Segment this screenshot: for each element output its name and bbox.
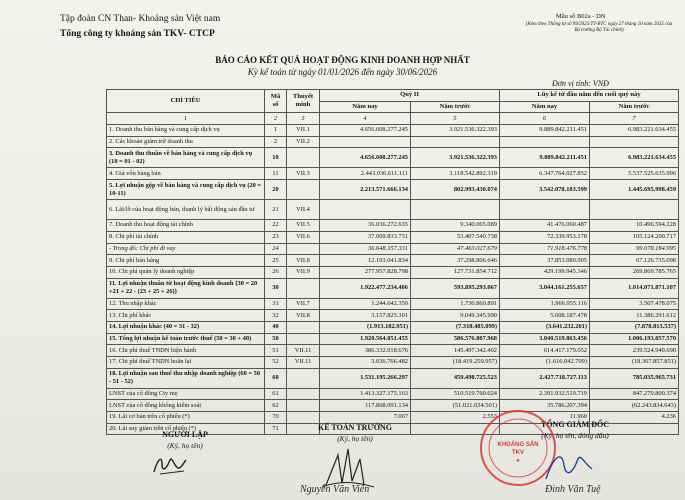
- quarter-this-year-value: 1.531.195.266.297: [320, 368, 411, 388]
- quarter-last-year-value: 9.049.345.990: [411, 310, 500, 322]
- row-note: VII.4: [287, 200, 320, 220]
- table-row: [107, 298, 679, 310]
- svg-text:★: ★: [515, 458, 521, 464]
- row-code: 60: [265, 368, 287, 388]
- ytd-this-year-value: 3.040.519.863.456: [500, 333, 590, 345]
- ytd-this-year-value: (1.616.042.709): [500, 357, 590, 369]
- row-indicator: 6. Lãi/lỗ của hoạt động bán, thanh lý bất động sản đầu tư: [107, 200, 265, 220]
- quarter-last-year-value: 9.340.065.089: [411, 220, 500, 232]
- row-code: 20: [265, 180, 287, 200]
- row-note: VII.6: [287, 231, 320, 243]
- row-note: [287, 278, 320, 298]
- row-indicator: 9. Chi phí bán hàng: [107, 255, 265, 267]
- chief-accountant-sign-note: (Ký, họ tên): [337, 434, 373, 443]
- row-code: 25: [265, 255, 287, 267]
- quarter-last-year-value: 802.993.430.074: [411, 180, 500, 200]
- table-row: [107, 310, 679, 322]
- row-code: 30: [265, 278, 287, 298]
- director-signature: [540, 445, 600, 485]
- quarter-this-year-value: 117.868.091.134: [320, 400, 411, 412]
- quarter-this-year-value: 36.648.357.331: [320, 243, 411, 255]
- row-indicator: 16. Chi phí thuế TNDN hiện hành: [107, 345, 265, 357]
- row-indicator: 10. Chi phí quản lý doanh nghiệp: [107, 266, 265, 278]
- ytd-last-year-value: 239.524.949.690: [590, 345, 679, 357]
- row-note: [287, 388, 320, 400]
- row-code: 70: [265, 412, 287, 424]
- row-indicator: 13. Chi phí khác: [107, 310, 265, 322]
- ytd-this-year-value: 429.199.945.346: [500, 266, 590, 278]
- quarter-this-year-value: 1.920.564.051.455: [320, 333, 411, 345]
- row-indicator: 1. Doanh thu bán hàng và cung cấp dịch vụ: [107, 125, 265, 137]
- quarter-last-year-value: 3.118.542.892.319: [411, 168, 500, 180]
- quarter-last-year-value: 3.921.536.322.393: [411, 148, 500, 168]
- ytd-this-year-value: 6.347.764.027.852: [500, 168, 590, 180]
- table-body: [107, 113, 679, 435]
- ytd-this-year-value: 35.786.207.394: [500, 400, 590, 412]
- quarter-last-year-value: (7.318.485.099): [411, 321, 500, 333]
- svg-text:TKV: TKV: [512, 450, 524, 456]
- form-code: Mẫu số B02a - DN: [556, 13, 606, 20]
- row-indicator: 14. Lợi nhuận khác (40 = 31 - 32): [107, 321, 265, 333]
- row-note: VII.7: [287, 298, 320, 310]
- row-note: VII.11: [287, 357, 320, 369]
- quarter-this-year-value: 3.157.825.301: [320, 310, 411, 322]
- row-note: VII.1: [287, 125, 320, 137]
- table-row: [107, 321, 679, 333]
- column-index: 1: [107, 113, 265, 125]
- quarter-this-year-value: 2.213.571.666.134: [320, 180, 411, 200]
- ytd-last-year-value: 785.035.965.731: [590, 368, 679, 388]
- ytd-last-year-value: 5.537.525.635.996: [590, 168, 679, 180]
- row-indicator: 20. Lãi suy giảm trên cổ phiếu (*): [107, 423, 265, 435]
- ytd-last-year-value: (7.878.813.537): [590, 321, 679, 333]
- quarter-last-year-value: 586.576.807.968: [411, 333, 500, 345]
- parent-organization: Tập đoàn CN Than- Khoáng sản Việt nam: [60, 14, 221, 24]
- row-note: [287, 412, 320, 424]
- table-row: [107, 148, 679, 168]
- ytd-this-year-value: [500, 136, 590, 148]
- ytd-last-year-value: 99.078.184.995: [590, 243, 679, 255]
- header-ytd-last-year: Năm trước: [590, 101, 679, 113]
- row-code: 23: [265, 231, 287, 243]
- row-indicator: 15. Tổng lợi nhuận kế toán trước thuế (50 = 30 + 40): [107, 333, 265, 345]
- preparer-signature: [150, 452, 190, 478]
- table-row: [107, 278, 679, 298]
- header-indicator: CHỈ TIÊU: [107, 90, 265, 113]
- ytd-this-year-value: 3.044.161.255.657: [500, 278, 590, 298]
- row-code: 31: [265, 298, 287, 310]
- row-indicator: 7. Doanh thu hoạt động tài chính: [107, 220, 265, 232]
- quarter-this-year-value: 7.067: [320, 412, 411, 424]
- company-name: Tổng công ty khoáng sản TKV- CTCP: [60, 29, 215, 39]
- director-title: TỔNG GIÁM ĐỐC: [541, 420, 609, 429]
- ytd-last-year-value: 6.983.221.634.455: [590, 148, 679, 168]
- ytd-last-year-value: 67.126.735.098: [590, 255, 679, 267]
- row-note: [287, 368, 320, 388]
- ytd-this-year-value: 37.853.089.905: [500, 255, 590, 267]
- header-ytd-this-year: Năm nay: [500, 101, 590, 113]
- ytd-last-year-value: 3.507.478.075: [590, 298, 679, 310]
- row-note: [287, 180, 320, 200]
- row-indicator: 12. Thu nhập khác: [107, 298, 265, 310]
- row-note: VII.11: [287, 345, 320, 357]
- row-code: 21: [265, 200, 287, 220]
- quarter-last-year-value: 510.519.760.024: [411, 388, 500, 400]
- ytd-this-year-value: 614.417.179.052: [500, 345, 590, 357]
- table-row: [107, 400, 679, 412]
- quarter-this-year-value: 4.656.608.277.245: [320, 125, 411, 137]
- table-row: [107, 136, 679, 148]
- column-index: 4: [320, 113, 411, 125]
- ytd-last-year-value: 6.983.221.634.455: [590, 125, 679, 137]
- ytd-this-year-value: 72.339.953.178: [500, 231, 590, 243]
- ytd-this-year-value: 3.542.078.183.599: [500, 180, 590, 200]
- quarter-last-year-value: 53.407.540.738: [411, 231, 500, 243]
- chief-accountant-title: KẾ TOÁN TRƯỞNG: [318, 423, 392, 432]
- quarter-last-year-value: 459.498.725.523: [411, 368, 500, 388]
- form-regulation-note: (Kèm theo Thông tư số 99/2025/TT-BTC ngày 27 tháng 10 năm 2025 của Bộ trưởng Bộ Tài chính): [525, 22, 673, 33]
- report-period: Kỳ kế toán từ ngày 01/01/2026 đến ngày 30/06/2026: [247, 67, 438, 77]
- row-code: 32: [265, 310, 287, 322]
- row-code: 62: [265, 400, 287, 412]
- preparer-title: NGƯỜI LẬP: [162, 430, 208, 439]
- row-code: 10: [265, 148, 287, 168]
- row-note: VII.8: [287, 255, 320, 267]
- quarter-last-year-value: 3.921.536.322.393: [411, 125, 500, 137]
- column-index: 7: [590, 113, 679, 125]
- row-code: 26: [265, 266, 287, 278]
- row-indicator: 5. Lợi nhuận gộp về bán hàng và cung cấp dịch vụ (20 = 10-11): [107, 180, 265, 200]
- ytd-this-year-value: 2.427.718.727.113: [500, 368, 590, 388]
- row-indicator: 11. Lợi nhuận thuần từ hoạt động kinh doanh {30 = 20 +21 + 22 - (23 + 25 + 26)}: [107, 278, 265, 298]
- row-note: [287, 148, 320, 168]
- table-row: [107, 180, 679, 200]
- table-row: [107, 357, 679, 369]
- table-row: [107, 388, 679, 400]
- header-quarter-last-year: Năm trước: [411, 101, 500, 113]
- row-note: [287, 400, 320, 412]
- row-note: [287, 321, 320, 333]
- row-indicator: 2. Các khoản giảm trừ doanh thu: [107, 136, 265, 148]
- quarter-this-year-value: 3.036.766.482: [320, 357, 411, 369]
- quarter-last-year-value: 1.730.860.891: [411, 298, 500, 310]
- row-note: [287, 333, 320, 345]
- row-code: 1: [265, 125, 287, 137]
- table-row: [107, 168, 679, 180]
- table-row: [107, 255, 679, 267]
- ytd-this-year-value: 2.391.932.519.719: [500, 388, 590, 400]
- row-indicator: LNST của cổ đông Cty mẹ: [107, 388, 265, 400]
- table-row: [107, 220, 679, 232]
- header-ytd: Lũy kế từ đầu năm đến cuối quý này: [500, 90, 679, 102]
- row-note: VII.9: [287, 266, 320, 278]
- row-indicator: 17. Chi phí thuế TNDN hoãn lại: [107, 357, 265, 369]
- column-index: 3: [287, 113, 320, 125]
- row-indicator: 18. Lợi nhuận sau thuế thu nhập doanh nghiệp (60 = 50 - 51 - 52): [107, 368, 265, 388]
- header-quarter: Quý II: [320, 90, 500, 102]
- table-row: [107, 125, 679, 137]
- table-row: [107, 200, 679, 220]
- svg-text:KHOÁNG SẢN: KHOÁNG SẢN: [497, 442, 539, 448]
- ytd-last-year-value: [590, 200, 679, 220]
- table-row: [107, 231, 679, 243]
- ytd-last-year-value: 1.006.193.057.570: [590, 333, 679, 345]
- ytd-last-year-value: 1.014.071.871.107: [590, 278, 679, 298]
- column-index-row: [107, 113, 679, 125]
- quarter-last-year-value: (51.021.034.501): [411, 400, 500, 412]
- row-note: [287, 243, 320, 255]
- ytd-last-year-value: 10.496.594.228: [590, 220, 679, 232]
- quarter-this-year-value: 277.957.828.798: [320, 266, 411, 278]
- row-code: 71: [265, 423, 287, 435]
- chief-accountant-name: Nguyễn Văn Viên: [300, 484, 370, 495]
- row-code: 61: [265, 388, 287, 400]
- director-sign-note: (Ký, họ tên, đóng dấu): [541, 431, 609, 440]
- ytd-last-year-value: 1.445.695.998.459: [590, 180, 679, 200]
- quarter-this-year-value: [320, 200, 411, 220]
- quarter-this-year-value: 1.413.327.175.163: [320, 388, 411, 400]
- row-code: 22: [265, 220, 287, 232]
- row-indicator: 4. Giá vốn hàng bán: [107, 168, 265, 180]
- income-statement-table: [106, 89, 679, 435]
- report-title: BÁO CÁO KẾT QUẢ HOẠT ĐỘNG KINH DOANH HỢP NHẤT: [215, 55, 470, 65]
- quarter-last-year-value: [411, 136, 500, 148]
- quarter-this-year-value: [320, 136, 411, 148]
- ytd-this-year-value: 9.889.842.211.451: [500, 125, 590, 137]
- preparer-sign-note: (Ký, họ tên): [167, 441, 203, 450]
- header-quarter-this-year: Năm nay: [320, 101, 411, 113]
- ytd-last-year-value: 11.386.291.612: [590, 310, 679, 322]
- table-row: [107, 243, 679, 255]
- column-index: 6: [500, 113, 590, 125]
- ytd-last-year-value: (62.243.834.643): [590, 400, 679, 412]
- ytd-this-year-value: 9.889.842.211.451: [500, 148, 590, 168]
- quarter-this-year-value: 12.103.041.834: [320, 255, 411, 267]
- ytd-this-year-value: 41.476.060.487: [500, 220, 590, 232]
- row-code: 50: [265, 333, 287, 345]
- column-index: 2: [265, 113, 287, 125]
- header-note: Thuyết minh: [287, 90, 320, 113]
- quarter-this-year-value: 36.036.272.635: [320, 220, 411, 232]
- row-code: 40: [265, 321, 287, 333]
- quarter-last-year-value: [411, 200, 500, 220]
- quarter-last-year-value: 145.497.342.402: [411, 345, 500, 357]
- table-row: [107, 333, 679, 345]
- quarter-this-year-value: 37.069.833.731: [320, 231, 411, 243]
- table-row: [107, 266, 679, 278]
- quarter-last-year-value: (18.419.259.957): [411, 357, 500, 369]
- quarter-last-year-value: 593.895.293.067: [411, 278, 500, 298]
- table-row: [107, 368, 679, 388]
- quarter-last-year-value: 47.463.027.679: [411, 243, 500, 255]
- ytd-last-year-value: [590, 136, 679, 148]
- row-indicator: - Trong đó: Chi phí đi vay: [107, 243, 265, 255]
- quarter-this-year-value: 386.332.018.676: [320, 345, 411, 357]
- quarter-this-year-value: 1.244.642.350: [320, 298, 411, 310]
- director-name: Đinh Văn Tuệ: [545, 484, 601, 495]
- row-code: 52: [265, 357, 287, 369]
- ytd-last-year-value: 105.124.200.717: [590, 231, 679, 243]
- row-note: VII.8: [287, 310, 320, 322]
- quarter-this-year-value: 2.443.036.611.111: [320, 168, 411, 180]
- row-indicator: 19. Lãi cơ bản trên cổ phiếu (*): [107, 412, 265, 424]
- ytd-last-year-value: 4.236: [590, 412, 679, 424]
- column-index: 5: [411, 113, 500, 125]
- row-note: VII.5: [287, 220, 320, 232]
- row-indicator: 8. Chi phí tài chính: [107, 231, 265, 243]
- row-code: 11: [265, 168, 287, 180]
- quarter-this-year-value: (1.913.182.951): [320, 321, 411, 333]
- table-row: [107, 345, 679, 357]
- header-code: Mã số: [265, 90, 287, 113]
- ytd-this-year-value: [500, 200, 590, 220]
- ytd-last-year-value: 269.869.785.765: [590, 266, 679, 278]
- ytd-this-year-value: 1.966.955.116: [500, 298, 590, 310]
- ytd-last-year-value: 847.279.800.374: [590, 388, 679, 400]
- row-note: VII.2: [287, 136, 320, 148]
- quarter-this-year-value: 1.922.477.234.406: [320, 278, 411, 298]
- row-code: 2: [265, 136, 287, 148]
- quarter-last-year-value: 127.731.854.712: [411, 266, 500, 278]
- row-indicator: 3. Doanh thu thuần về bán hàng và cung cấp dịch vụ (10 = 01 - 02): [107, 148, 265, 168]
- quarter-last-year-value: 37.298.806.646: [411, 255, 500, 267]
- ytd-this-year-value: 11.960: [500, 412, 590, 424]
- row-indicator: LNST của cổ đông không kiểm soát: [107, 400, 265, 412]
- row-note: VII.3: [287, 168, 320, 180]
- quarter-last-year-value: 2.553: [411, 412, 500, 424]
- ytd-last-year-value: (18.367.857.851): [590, 357, 679, 369]
- currency-unit: Đơn vị tính: VNĐ: [552, 79, 609, 88]
- quarter-this-year-value: 4.656.608.277.245: [320, 148, 411, 168]
- row-code: 24: [265, 243, 287, 255]
- ytd-this-year-value: 71.918.476.778: [500, 243, 590, 255]
- row-code: 51: [265, 345, 287, 357]
- ytd-this-year-value: 5.608.187.478: [500, 310, 590, 322]
- ytd-this-year-value: (3.641.232.201): [500, 321, 590, 333]
